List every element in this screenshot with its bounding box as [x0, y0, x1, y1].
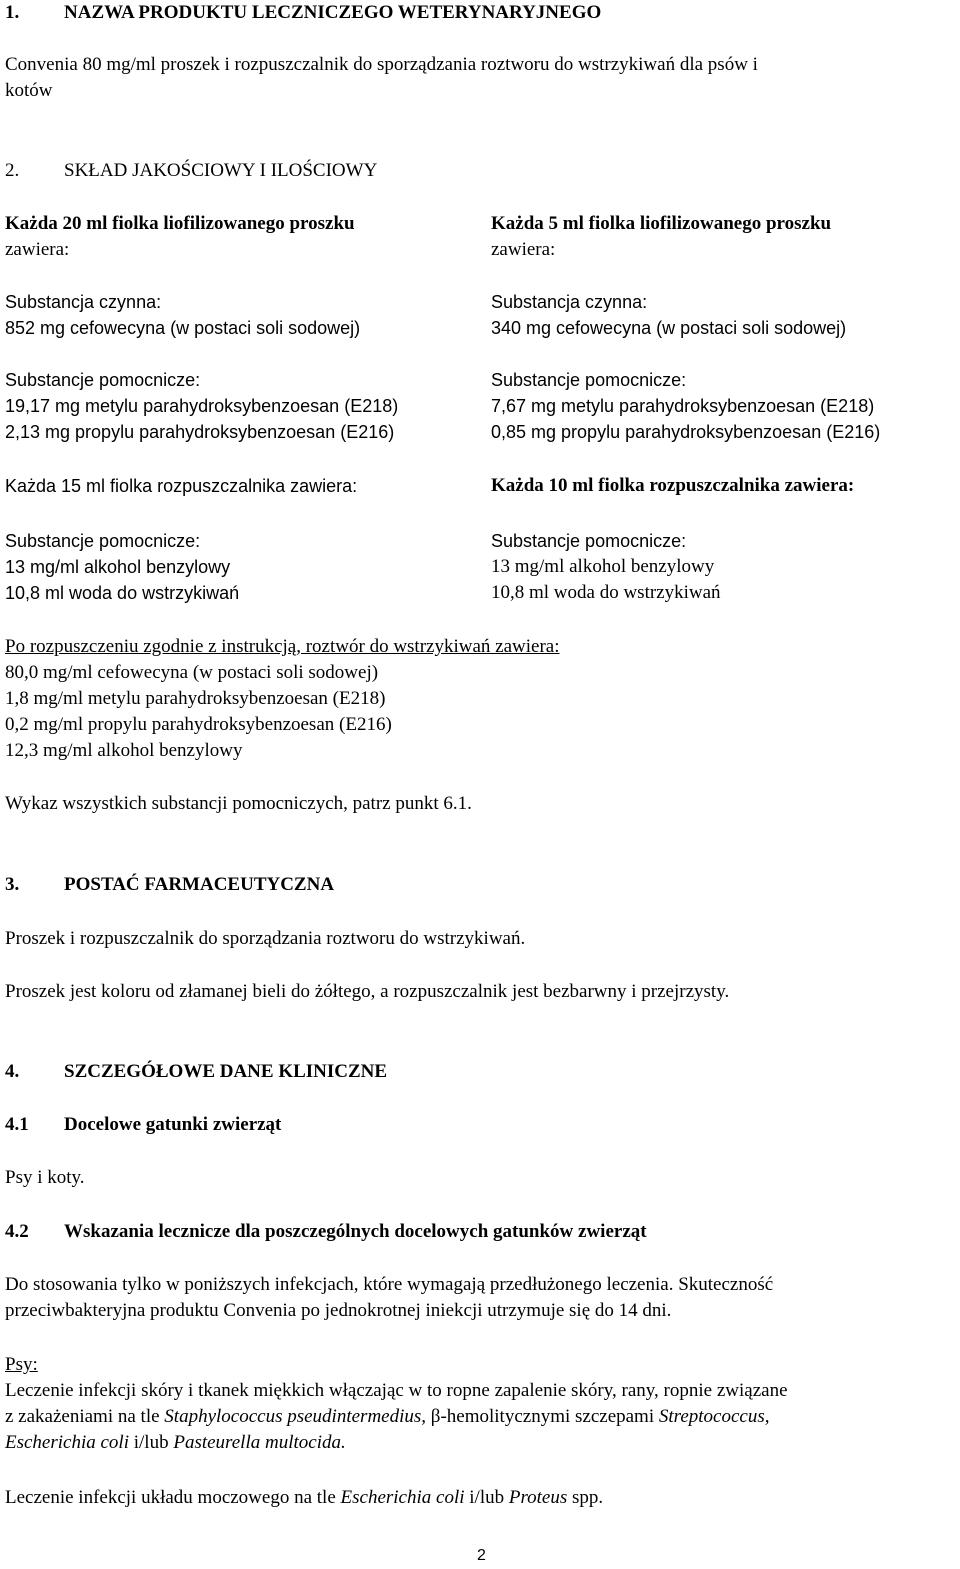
pharmaceutical-form-2: Proszek jest koloru od złamanej bieli do żółtego, a rozpuszczalnik jest bezbarwny i przejrzysty.	[5, 981, 730, 1002]
left-excipients-heading: Substancje pomocnicze:	[5, 370, 201, 390]
left-solvent-heading: Każda 15 ml fiolka rozpuszczalnika zawiera:	[5, 476, 358, 496]
urinary-indication	[5, 1485, 603, 1511]
right-excipients-heading: Substancje pomocnicze:	[491, 370, 687, 390]
right-solvent-1: 13 mg/ml alkohol benzylowy	[491, 556, 715, 577]
left-solvent-excipients-heading: Substancje pomocnicze:	[5, 531, 201, 551]
right-active-heading: Substancja czynna:	[491, 292, 648, 312]
proteus-name: Proteus	[508, 1487, 568, 1508]
right-excipient-1: 7,67 mg metylu parahydroksybenzoesan (E218)	[491, 396, 875, 416]
reconstituted-heading: Po rozpuszczeniu zgodnie z instrukcją, roztwór do wstrzykiwań zawiera:	[5, 636, 560, 657]
urinary-c: i/lub	[464, 1487, 509, 1508]
pasteurella-name: Pasteurella multocida.	[173, 1432, 346, 1453]
target-species: Psy i koty.	[5, 1167, 85, 1188]
section-2-title: SKŁAD JAKOŚCIOWY I ILOŚCIOWY	[64, 160, 378, 181]
section-4-number: 4.	[5, 1061, 20, 1082]
right-solvent-excipients-heading: Substancje pomocnicze:	[491, 531, 687, 551]
section-3-title: POSTAĆ FARMACEUTYCZNA	[64, 874, 335, 895]
right-solvent-2: 10,8 ml woda do wstrzykiwań	[491, 582, 721, 603]
dogs-line-3	[5, 1430, 346, 1456]
indications-line-2: przeciwbakteryjna produktu Convenia po jednokrotnej iniekcji utrzymuje się do 14 dni.	[5, 1300, 672, 1321]
dogs-line-1: Leczenie infekcji skóry i tkanek miękkich włączając w to ropne zapalenie skóry, rany, ropnie związane	[5, 1380, 788, 1401]
section-4-1-number: 4.1	[5, 1114, 29, 1135]
indications-line-1: Do stosowania tylko w poniższych infekcjach, które wymagają przedłużonego leczenia. Skuteczność	[5, 1274, 774, 1295]
left-solvent-2: 10,8 ml woda do wstrzykiwań	[5, 583, 240, 603]
reconstituted-line-2: 1,8 mg/ml metylu parahydroksybenzoesan (E218)	[5, 688, 386, 709]
section-2-number: 2.	[5, 160, 20, 181]
dogs-line-2-a: z zakażeniami na tle	[5, 1406, 165, 1427]
urinary-a: Leczenie infekcji układu moczowego na tle	[5, 1487, 341, 1508]
reconstituted-line-1: 80,0 mg/ml cefowecyna (w postaci soli sodowej)	[5, 662, 379, 683]
product-name-line-2: kotów	[5, 80, 53, 101]
streptococcus-name: Streptococcus,	[658, 1406, 770, 1427]
excipients-reference: Wykaz wszystkich substancji pomocniczych, patrz punkt 6.1.	[5, 793, 472, 814]
reconstituted-line-4: 12,3 mg/ml alkohol benzylowy	[5, 740, 243, 761]
staphylococcus-name: Staphylococcus pseudintermedius,	[164, 1406, 427, 1427]
right-vial-line-1: Każda 5 ml fiolka liofilizowanego proszku	[491, 213, 832, 234]
product-name-line-1: Convenia 80 mg/ml proszek i rozpuszczalnik do sporządzania roztworu do wstrzykiwań dla psów i	[5, 54, 758, 75]
section-4-2-title: Wskazania lecznicze dla poszczególnych docelowych gatunków zwierząt	[64, 1221, 647, 1242]
right-vial-line-2: zawiera:	[491, 239, 556, 260]
section-4-1-title: Docelowe gatunki zwierząt	[64, 1114, 282, 1135]
urinary-e: spp.	[567, 1487, 604, 1508]
dogs-line-2	[5, 1404, 770, 1430]
dogs-line-2-c: β-hemolitycznymi szczepami	[426, 1406, 659, 1427]
reconstituted-line-3: 0,2 mg/ml propylu parahydroksybenzoesan (E216)	[5, 714, 392, 735]
pharmaceutical-form-1: Proszek i rozpuszczalnik do sporządzania roztworu do wstrzykiwań.	[5, 928, 526, 949]
page-number: 2	[477, 1547, 486, 1564]
dogs-label: Psy:	[5, 1354, 38, 1375]
section-1-number: 1.	[5, 2, 20, 23]
escherichia-coli-name: Escherichia coli	[5, 1432, 129, 1453]
urinary-escherichia-coli: Escherichia coli	[340, 1487, 465, 1508]
left-active-substance: 852 mg cefowecyna (w postaci soli sodowej)	[5, 318, 361, 338]
section-1-title: NAZWA PRODUKTU LECZNICZEGO WETERYNARYJNEGO	[64, 2, 602, 23]
section-3-number: 3.	[5, 874, 20, 895]
section-4-2-number: 4.2	[5, 1221, 29, 1242]
right-excipient-2: 0,85 mg propylu parahydroksybenzoesan (E216)	[491, 422, 881, 442]
right-solvent-heading: Każda 10 ml fiolka rozpuszczalnika zawiera:	[491, 475, 855, 496]
left-excipient-1: 19,17 mg metylu parahydroksybenzoesan (E218)	[5, 396, 399, 416]
left-active-heading: Substancja czynna:	[5, 292, 162, 312]
left-solvent-1: 13 mg/ml alkohol benzylowy	[5, 557, 231, 577]
dogs-line-3-b: i/lub	[129, 1432, 174, 1453]
left-vial-line-2: zawiera:	[5, 239, 70, 260]
left-excipient-2: 2,13 mg propylu parahydroksybenzoesan (E216)	[5, 422, 395, 442]
left-vial-line-1: Każda 20 ml fiolka liofilizowanego proszku	[5, 213, 355, 234]
section-4-title: SZCZEGÓŁOWE DANE KLINICZNE	[64, 1061, 388, 1082]
right-active-substance: 340 mg cefowecyna (w postaci soli sodowej)	[491, 318, 847, 338]
